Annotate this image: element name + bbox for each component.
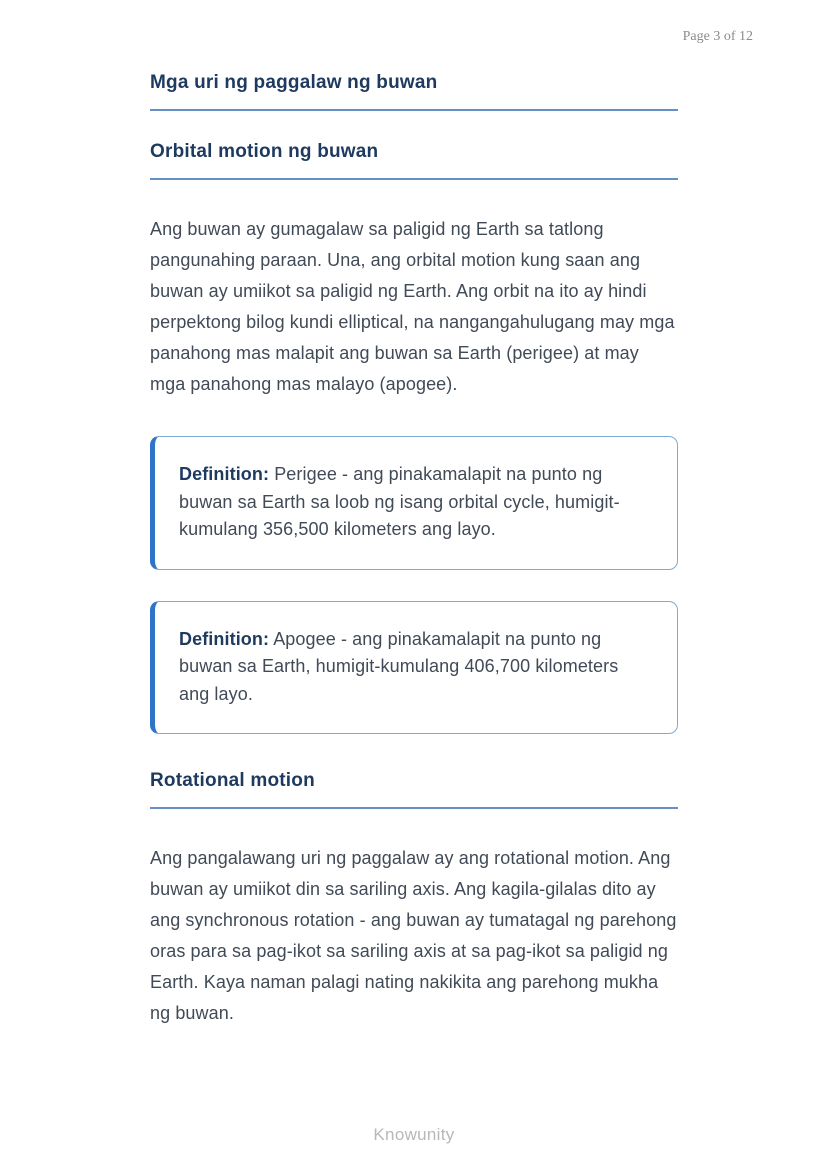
definition-text-apogee — [179, 626, 651, 709]
paragraph-orbital-motion: Ang buwan ay gumagalaw sa paligid ng Earth sa tatlong pangunahing paraan. Una, ang orbital motion kung saan ang buwan ay umiikot sa paligid ng Earth. Ang orbit na ito ay hindi perpektong bilog kundi elliptical, na nangangahulugang may mga panahong mas malapit ang buwan sa Earth (perigee) at may mga panahong mas malayo (apogee). — [150, 219, 675, 394]
paragraph-rotational-motion: Ang pangalawang uri ng paggalaw ay ang rotational motion. Ang buwan ay umiikot din sa sariling axis. Ang kagila-gilalas dito ay ang synchronous rotation - ang buwan ay tumatagal ng parehong oras para sa pag-ikot sa sariling axis at sa pag-ikot sa paligid ng Earth. Kaya naman palagi nating nakikita ang parehong mukha ng buwan. — [150, 848, 677, 1023]
definition-body-apogee: Apogee - ang pinakamalapit na punto ng buwan sa Earth, humigit-kumulang 406,700 kilometers ang layo. — [179, 628, 619, 704]
definition-text-perigee — [179, 461, 651, 544]
heading-orbital-motion: Orbital motion ng buwan — [150, 141, 678, 180]
definition-body-perigee: Perigee - ang pinakamalapit na punto ng buwan sa Earth sa loob ng isang orbital cycle, humigit-kumulang 356,500 kilometers ang layo. — [179, 464, 620, 539]
definition-box-apogee — [150, 601, 678, 735]
heading-rotational-motion: Rotational motion — [150, 770, 678, 809]
page-indicator: Page 3 of 12 — [682, 29, 753, 44]
document-content — [150, 0, 678, 1029]
definition-label: Definition: — [179, 628, 270, 649]
definition-label: Definition: — [179, 464, 270, 484]
heading-mga-uri-ng-paggalaw: Mga uri ng paggalaw ng buwan — [150, 72, 678, 111]
footer-brand: Knowunity — [373, 1125, 455, 1144]
definition-box-perigee — [150, 436, 678, 570]
